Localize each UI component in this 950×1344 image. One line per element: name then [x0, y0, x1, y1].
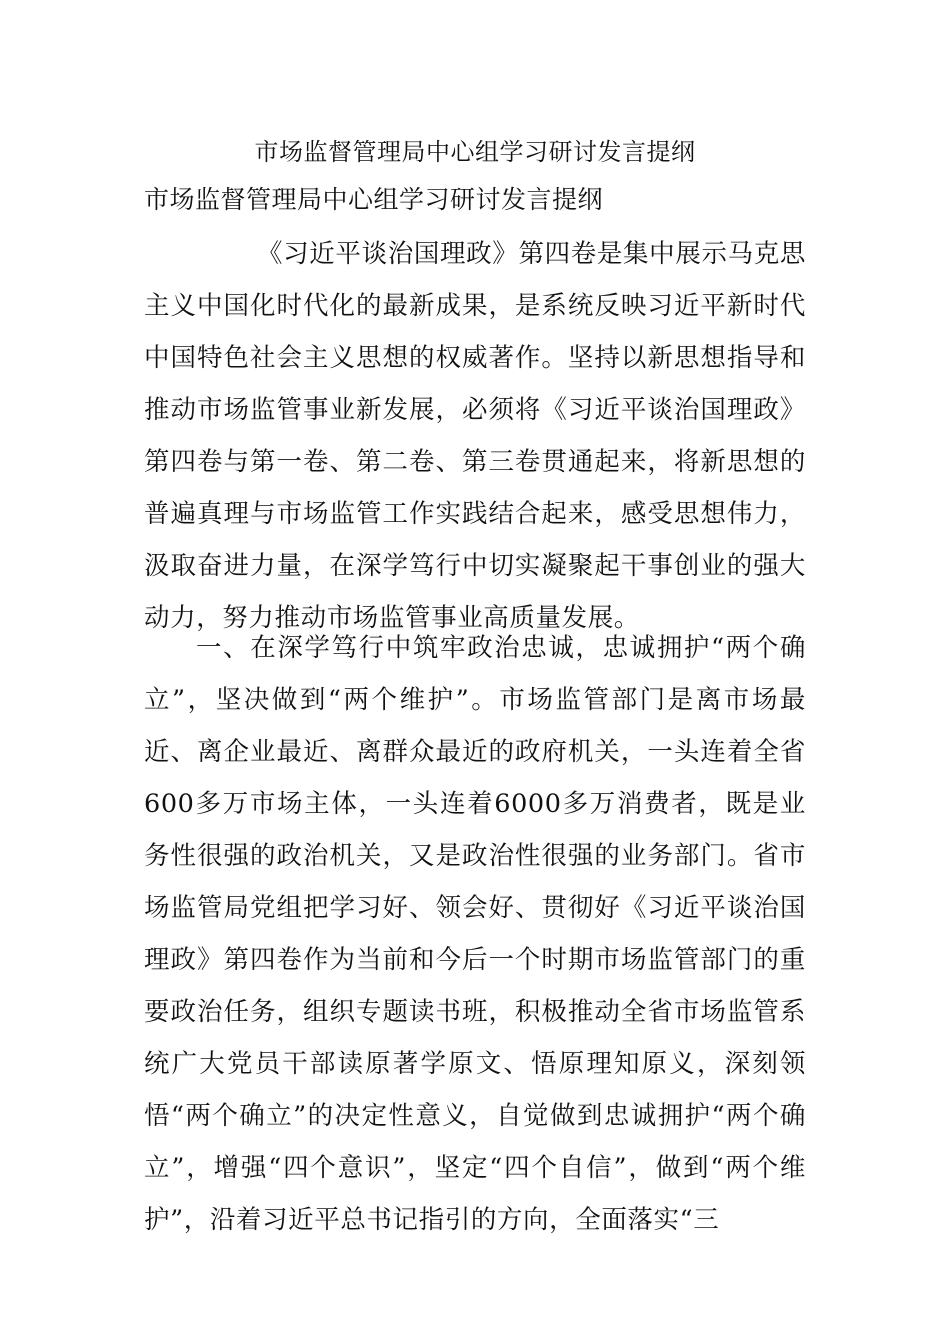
paragraph-intro: 《习近平谈治国理政》第四卷是集中展示马克思主义中国化时代化的最新成果，是系统反映习近平新时代中国特色社会主义思想的权威著作。坚持以新思想指导和推动市场监管事业新发展，必须将《习近平谈治国理政》第四卷与第一卷、第二卷、第三卷贯通起来，将新思想的普遍真理与市场监管工作实践结合起来，感受思想伟力，汲取奋进力量，在深学笃行中切实凝聚起干事创业的强大动力，努力推动市场监管事业高质量发展。	[144, 239, 806, 633]
document-title: 市场监督管理局中心组学习研讨发言提纲	[254, 138, 696, 166]
paragraph-section-one: 一、在深学笃行中筑牢政治忠诚，忠诚拥护“两个确立”，坚决做到“两个维护”。市场监管部门是离市场最近、离企业最近、离群众最近的政府机关，一头连着全省600多万市场主体，一头连着6000多万消费者，既是业务性很强的政治机关，又是政治性很强的业务部门。省市场监管局党组把学习好、领会好、贯彻好《习近平谈治国理政》第四卷作为当前和今后一个时期市场监管部门的重要政治任务，组织专题读书班，积极推动全省市场监管系统广大党员干部读原著学原文、悟原理知原义，深刻领悟“两个确立”的决定性意义，自觉做到忠诚拥护“两个确立”，增强“四个意识”，坚定“四个自信”，做到“两个维护”，沿着习近平总书记指引的方向，全面落实“三	[144, 633, 806, 1235]
document-subtitle: 市场监督管理局中心组学习研讨发言提纲	[144, 185, 604, 214]
